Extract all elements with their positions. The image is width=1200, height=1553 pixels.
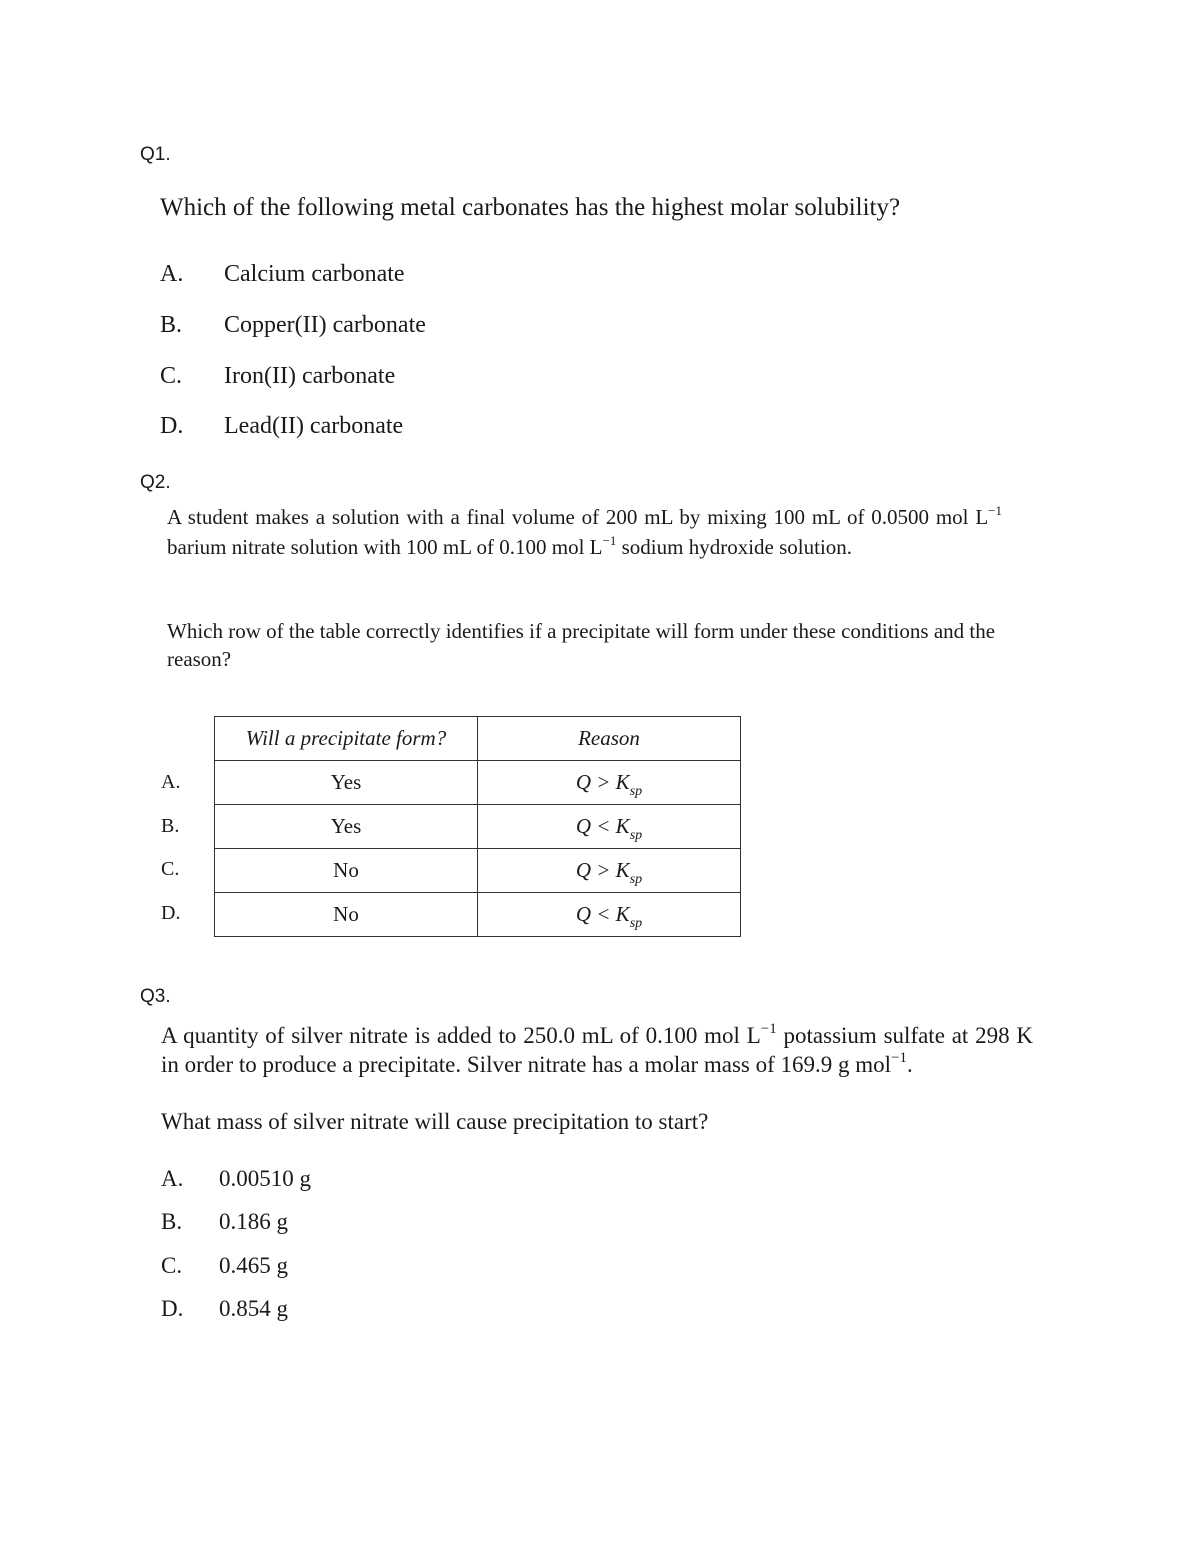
q2-stem-text: barium nitrate solution with 100 mL of 0.100 mol L bbox=[167, 535, 603, 559]
table-header-row bbox=[215, 717, 741, 761]
table-cell-reason bbox=[478, 805, 741, 849]
reason-sign: < K bbox=[591, 814, 630, 838]
row-letter-b: B. bbox=[161, 815, 180, 837]
option-letter: B. bbox=[161, 1209, 183, 1234]
option-text: Calcium carbonate bbox=[224, 261, 405, 287]
table-cell-form: No bbox=[215, 893, 478, 937]
q1-option-c bbox=[160, 363, 395, 390]
option-text: Copper(II) carbonate bbox=[224, 312, 426, 338]
table-cell-form: Yes bbox=[215, 805, 478, 849]
q3-option-a bbox=[161, 1166, 311, 1192]
reason-q: Q bbox=[575, 858, 592, 882]
option-letter: D. bbox=[161, 1296, 184, 1321]
option-letter: D. bbox=[160, 413, 184, 439]
reason-q: Q bbox=[575, 814, 592, 838]
option-letter: A. bbox=[161, 1166, 184, 1191]
table-header-reason: Reason bbox=[478, 717, 741, 761]
table-row bbox=[215, 805, 741, 849]
table-header-precipitate: Will a precipitate form? bbox=[215, 717, 478, 761]
q2-stem-text: A student makes a solution with a final volume of 200 mL by mixing 100 mL of 0.0500 mol L bbox=[167, 505, 989, 529]
reason-subscript: sp bbox=[629, 916, 643, 931]
superscript: −1 bbox=[760, 1021, 777, 1037]
q3-option-c bbox=[161, 1253, 288, 1279]
option-letter: B. bbox=[160, 312, 183, 338]
option-text: Iron(II) carbonate bbox=[224, 363, 396, 389]
option-text: 0.186 g bbox=[219, 1209, 288, 1234]
reason-sign: < K bbox=[591, 902, 630, 926]
q3-option-d bbox=[161, 1296, 288, 1322]
superscript: −1 bbox=[602, 533, 617, 548]
q1-label: Q1. bbox=[140, 144, 171, 165]
q2-question: Which row of the table correctly identifies if a precipitate will form under these conditions and the reason? bbox=[167, 619, 996, 671]
q1-question: Which of the following metal carbonates has the highest molar solubility? bbox=[160, 194, 901, 221]
table-row bbox=[215, 893, 741, 937]
reason-sign: > K bbox=[591, 858, 630, 882]
q1-option-d bbox=[160, 413, 403, 440]
reason-sign: > K bbox=[591, 770, 630, 794]
reason-subscript: sp bbox=[629, 872, 643, 887]
superscript: −1 bbox=[988, 503, 1002, 518]
option-letter: C. bbox=[160, 363, 183, 389]
option-text: 0.465 g bbox=[219, 1253, 288, 1278]
option-text: Lead(II) carbonate bbox=[224, 413, 404, 439]
table-row bbox=[215, 849, 741, 893]
q2-stem bbox=[167, 502, 1002, 562]
q3-label: Q3. bbox=[140, 986, 171, 1007]
superscript: −1 bbox=[891, 1050, 908, 1066]
q2-stem-text: sodium hydroxide solution. bbox=[616, 535, 853, 559]
option-letter: C. bbox=[161, 1253, 183, 1278]
reason-q: Q bbox=[575, 902, 592, 926]
q2-label: Q2. bbox=[140, 472, 171, 493]
q3-stem bbox=[161, 1021, 1033, 1079]
table-row bbox=[215, 761, 741, 805]
option-letter: A. bbox=[160, 261, 184, 287]
table-cell-reason bbox=[478, 893, 741, 937]
row-letter-a: A. bbox=[161, 771, 181, 793]
option-text: 0.00510 g bbox=[219, 1166, 311, 1191]
q2-answer-table bbox=[214, 716, 741, 937]
table-cell-form: No bbox=[215, 849, 478, 893]
q3-stem-text: potassium sulfate at 298 K in order to produce a precipitate. Silver nitrate has a molar mass of 169.9 g mol bbox=[161, 1023, 1033, 1077]
reason-subscript: sp bbox=[629, 828, 643, 843]
row-letter-d: D. bbox=[161, 902, 181, 924]
option-text: 0.854 g bbox=[219, 1296, 288, 1321]
table-cell-form: Yes bbox=[215, 761, 478, 805]
q3-stem-text: A quantity of silver nitrate is added to 250.0 mL of 0.100 mol L bbox=[161, 1023, 761, 1048]
table-cell-reason bbox=[478, 849, 741, 893]
q3-question: What mass of silver nitrate will cause precipitation to start? bbox=[161, 1109, 709, 1134]
reason-q: Q bbox=[575, 770, 592, 794]
reason-subscript: sp bbox=[629, 784, 643, 799]
q1-option-a bbox=[160, 261, 405, 288]
table-cell-reason bbox=[478, 761, 741, 805]
q3-option-b bbox=[161, 1209, 288, 1235]
q3-stem-text: . bbox=[907, 1052, 913, 1077]
q1-option-b bbox=[160, 312, 426, 339]
row-letter-c: C. bbox=[161, 858, 180, 880]
